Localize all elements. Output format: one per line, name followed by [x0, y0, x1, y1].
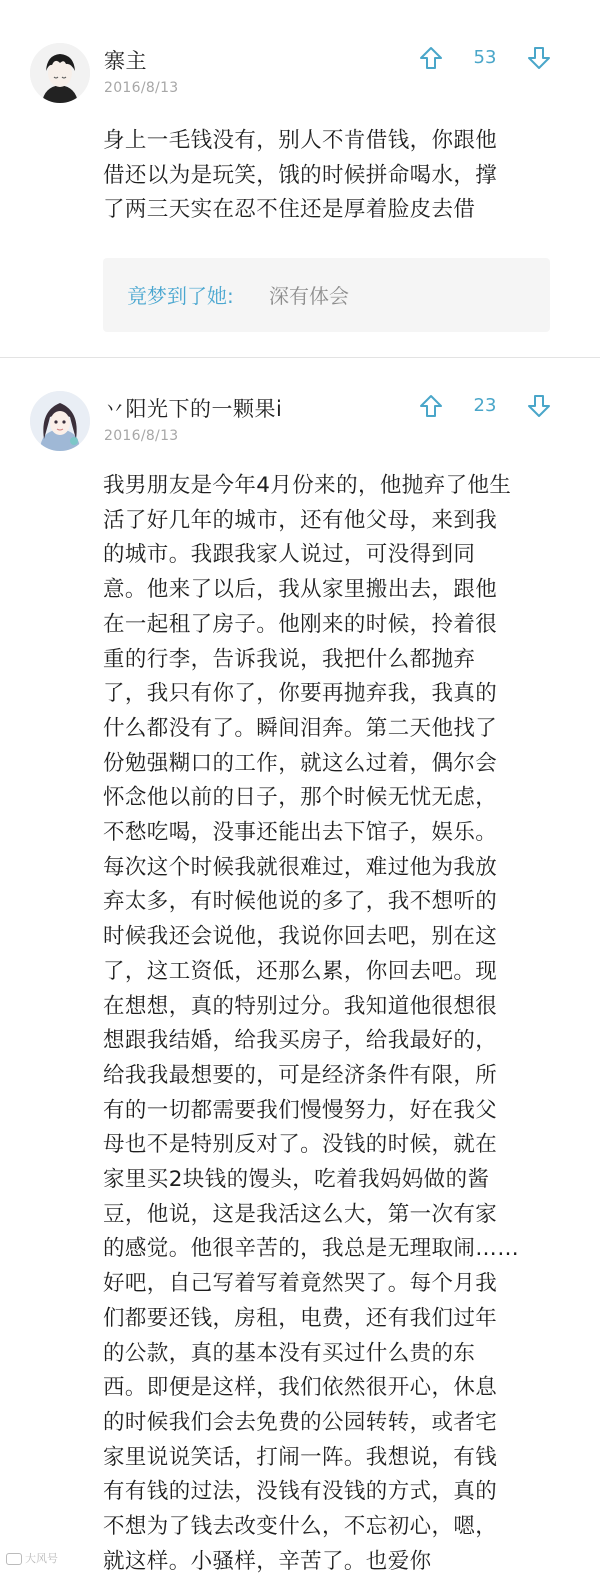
body-line: 身上一毛钱没有，别人不肯借钱，你跟他: [103, 128, 498, 153]
watermark-text: 大风号: [25, 1552, 58, 1565]
body-line: 了，这工资低，还那么累，你回去吧。现: [103, 958, 498, 984]
vote-count: 53: [473, 47, 497, 68]
body-line: 好吧，自己写着写着竟然哭了。每个月我: [103, 1271, 498, 1297]
body-line: 豆，他说，这是我活这么大，第一次有家: [103, 1201, 498, 1227]
body-line: 不想为了钱去改变什么，不忘初心，嗯，: [103, 1514, 498, 1540]
body-line: 我男朋友是今年4月份来的，他抛弃了他生: [103, 473, 512, 498]
body-line: 怀念他以前的日子，那个时候无忧无虑，: [103, 785, 498, 811]
body-line: 弃太多，有时候他说的多了，我不想听的: [103, 889, 498, 915]
body-line: 每次这个时候我就很难过，难过他为我放: [103, 854, 498, 880]
body-line: 的感觉。他很辛苦的，我总是无理取闹……: [103, 1236, 520, 1262]
comment-date: 2016/8/13: [104, 428, 179, 444]
arrow-up-icon: [418, 45, 444, 71]
body-line: 时候我还会说他，我说你回去吧，别在这: [103, 924, 498, 950]
body-line: 们都要还钱，房租，电费，还有我们过年: [103, 1305, 498, 1331]
body-line: 重的行李，告诉我说，我把什么都抛弃: [103, 646, 476, 672]
body-line: 活了好几年的城市，还有他父母，来到我: [103, 507, 498, 533]
body-line: 有的一切都需要我们慢慢努力，好在我父: [103, 1097, 498, 1123]
arrow-down-icon: [526, 45, 552, 71]
body-line: 的城市。我跟我家人说过，可没得到同: [103, 542, 476, 568]
body-line: 给我我最想要的，可是经济条件有限，所: [103, 1062, 498, 1088]
body-line: 份勉强糊口的工作，就这么过着，偶尔会: [103, 750, 498, 776]
comment-date: 2016/8/13: [104, 80, 179, 96]
body-line: 有有钱的过法，没钱有没钱的方式，真的: [103, 1479, 498, 1505]
reply-text: 深有体会: [269, 284, 349, 308]
body-line: 就这样。小骚样，辛苦了。也爱你: [103, 1548, 432, 1574]
body-line: 意。他来了以后，我从家里搬出去，跟他: [103, 577, 498, 603]
downvote-button[interactable]: [526, 45, 552, 71]
body-line: 借还以为是玩笑，饿的时候拼命喝水，撑: [103, 162, 498, 188]
username[interactable]: 丷阳光下的一颗果i: [104, 397, 283, 421]
comment-body: [103, 124, 558, 228]
avatar[interactable]: [30, 391, 90, 451]
body-line: 家里说说笑话，打闹一阵。我想说，有钱: [103, 1444, 498, 1470]
body-line: 家里买2块钱的馒头，吃着我妈妈做的酱: [103, 1167, 490, 1193]
body-line: 西。即便是这样，我们依然很开心，休息: [103, 1375, 498, 1401]
comment-body: [103, 469, 558, 1580]
body-line: 在一起租了房子。他刚来的时候，拎着很: [103, 611, 498, 637]
avatar-girl-icon: [30, 391, 90, 451]
body-line: 母也不是特别反对了。没钱的时候，就在: [103, 1132, 498, 1158]
watermark: [6, 1550, 58, 1566]
avatar[interactable]: [30, 43, 90, 103]
avatar-boy-icon: [30, 43, 90, 103]
upvote-button[interactable]: [418, 393, 444, 419]
reply-username[interactable]: 竟梦到了她:: [127, 284, 234, 308]
camera-icon: [6, 1553, 22, 1565]
upvote-button[interactable]: [418, 45, 444, 71]
body-line: 了，我只有你了，你要再抛弃我，我真的: [103, 681, 498, 707]
reply-box[interactable]: [103, 258, 550, 332]
arrow-down-icon: [526, 393, 552, 419]
body-line: 了两三天实在忍不住还是厚着脸皮去借: [103, 197, 476, 223]
username[interactable]: 寨主: [104, 49, 147, 73]
body-line: 在想想，真的特别过分。我知道他很想很: [103, 993, 498, 1019]
arrow-up-icon: [418, 393, 444, 419]
divider: [0, 357, 600, 358]
downvote-button[interactable]: [526, 393, 552, 419]
body-line: 什么都没有了。瞬间泪奔。第二天他找了: [103, 715, 498, 741]
body-line: 的公款，真的基本没有买过什么贵的东: [103, 1340, 476, 1366]
body-line: 的时候我们会去免费的公园转转，或者宅: [103, 1409, 498, 1435]
body-line: 想跟我结婚，给我买房子，给我最好的，: [103, 1028, 498, 1054]
vote-count: 23: [473, 395, 497, 416]
body-line: 不愁吃喝，没事还能出去下馆子，娱乐。: [103, 820, 498, 846]
